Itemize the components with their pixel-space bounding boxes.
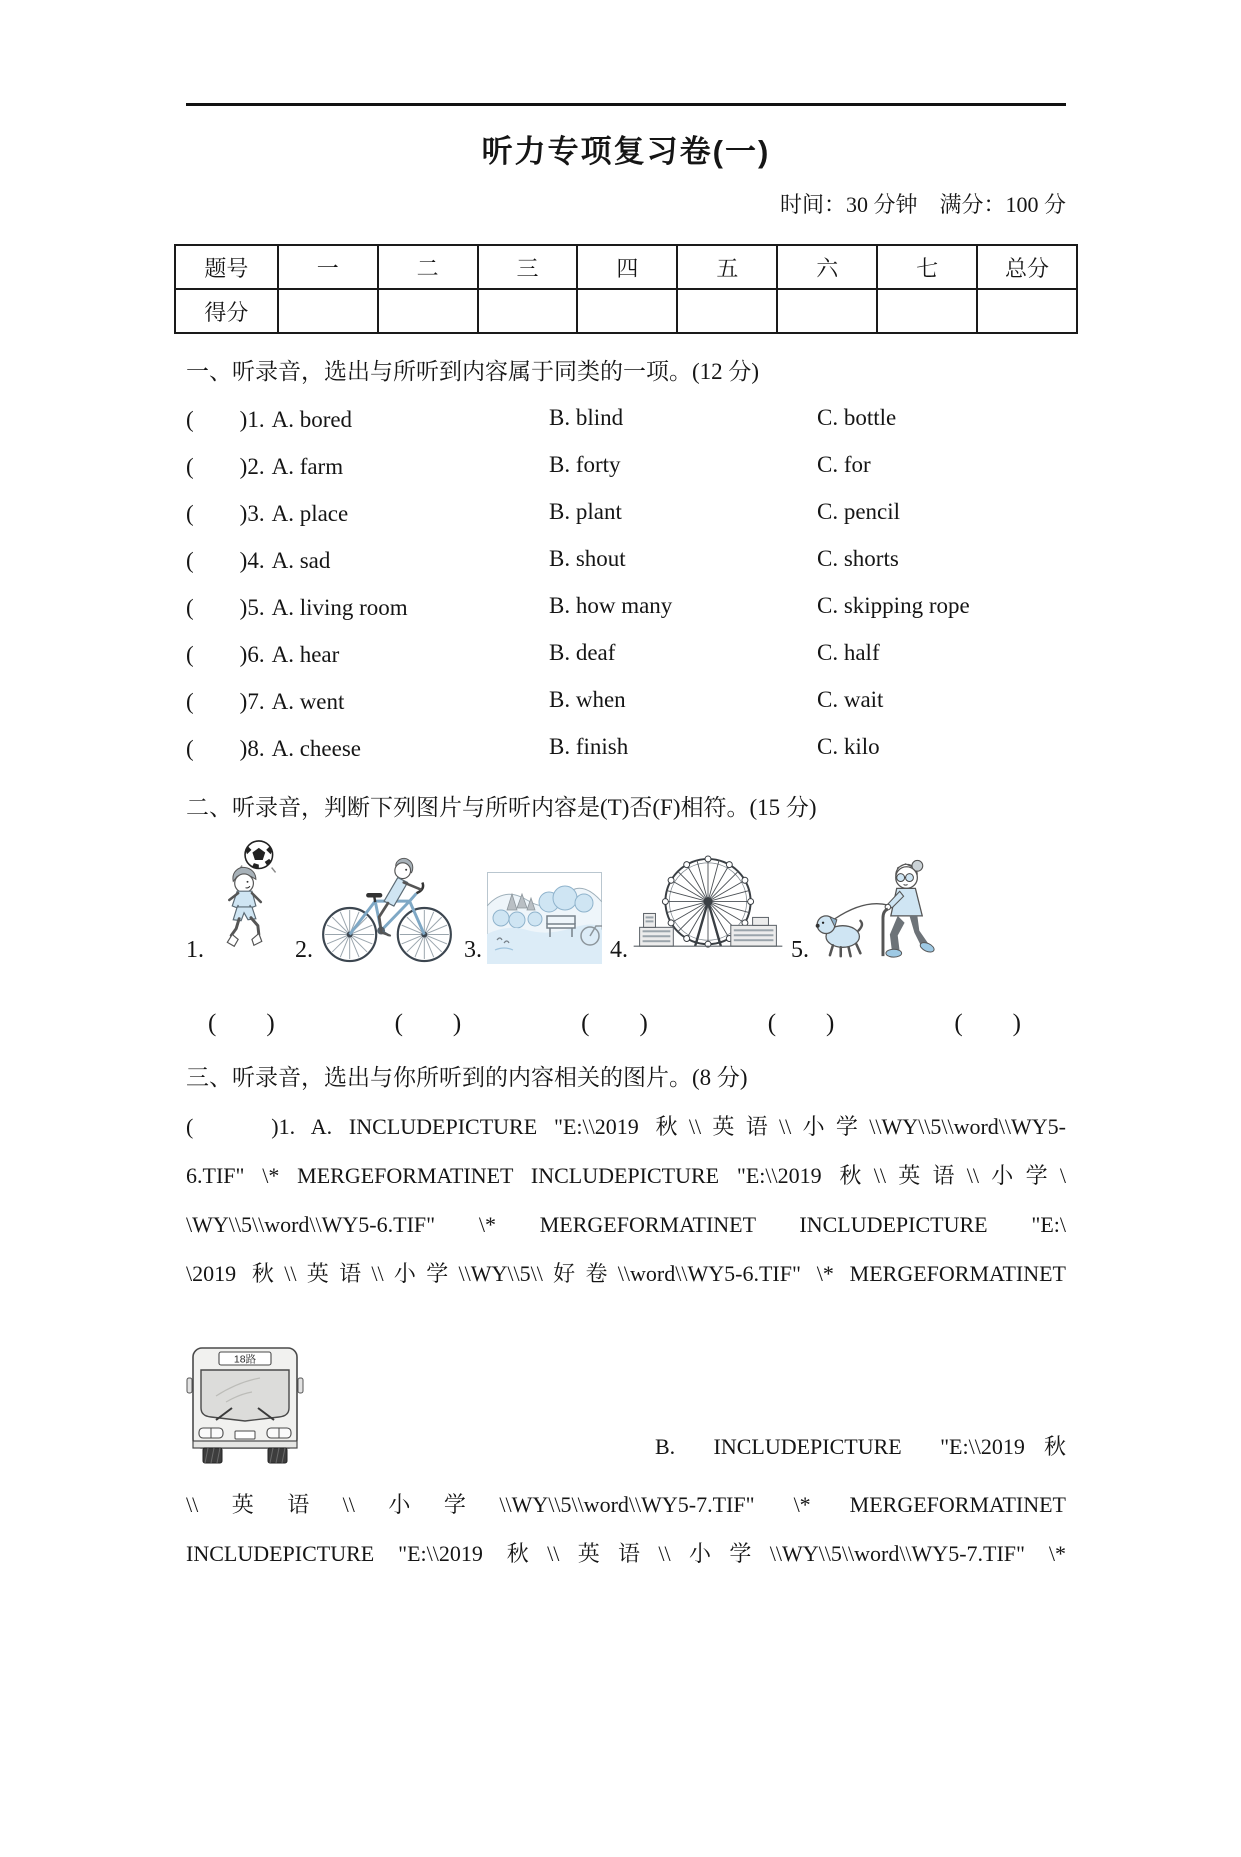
question-row <box>186 723 1066 770</box>
bus-front-image <box>186 1344 304 1466</box>
option-a: A. sad <box>271 548 331 573</box>
question-row <box>186 488 1066 535</box>
question-row <box>186 394 1066 441</box>
option-c: C. bottle <box>817 404 897 430</box>
picture-number: 5. <box>791 937 809 963</box>
picture-number: 1. <box>186 937 204 963</box>
option-b: B. blind <box>549 404 624 430</box>
option-b: B. shout <box>549 545 626 571</box>
question-row <box>186 582 1066 629</box>
question-row <box>186 535 1066 582</box>
field-code-line: INCLUDEPICTURE "E:\\2019 秋\\英语\\小学\\WY\\5\\word\\WY5-7.TIF" \* <box>186 1541 1066 1566</box>
score-header-cell: 四 <box>577 245 677 289</box>
score-header-cell: 题号 <box>175 245 278 289</box>
option-a: A. farm <box>271 454 344 479</box>
cycling-boy-image <box>318 854 456 964</box>
option-a: A. cheese <box>271 736 361 761</box>
answer-blank: ( ) <box>208 1010 275 1037</box>
score-row-label: 得分 <box>175 289 278 333</box>
listening-picture-item <box>186 838 287 964</box>
score-table-header-row <box>175 245 1077 289</box>
option-c: C. half <box>817 639 880 665</box>
ferris-wheel-image <box>633 852 783 964</box>
score-header-cell: 六 <box>777 245 877 289</box>
page-content <box>186 103 1066 1578</box>
exam-meta: 时间：30 分钟 满分：100 分 <box>779 192 1066 217</box>
picture-number: 4. <box>610 937 628 963</box>
score-cell <box>977 289 1077 333</box>
question-row <box>186 629 1066 676</box>
option-a: A. bored <box>271 407 353 432</box>
listening-picture-item <box>610 852 783 964</box>
option-b: B. deaf <box>549 639 616 665</box>
score-table-score-row <box>175 289 1077 333</box>
score-header-cell: 二 <box>378 245 478 289</box>
score-header-cell: 总分 <box>977 245 1077 289</box>
listening-picture-item <box>791 854 949 964</box>
section2-answer-blanks <box>186 1008 1066 1040</box>
score-header-cell: 三 <box>478 245 578 289</box>
answer-blank: ( ) <box>581 1010 648 1037</box>
score-table <box>174 244 1078 334</box>
option-c: C. for <box>817 451 871 477</box>
score-cell <box>677 289 777 333</box>
score-cell <box>777 289 877 333</box>
option-a: A. hear <box>271 642 340 667</box>
question-number: ( )8. <box>186 736 265 761</box>
option-b-field-code-intro: B. INCLUDEPICTURE "E:\\2019 秋 <box>655 1434 1066 1459</box>
field-code-line: \\英语\\小学\\WY\\5\\word\\WY5-7.TIF" \* MERGEFORMATINET <box>186 1492 1066 1517</box>
section2-heading: 二、听录音，判断下列图片与所听内容是(T)否(F)相符。(15 分) <box>186 795 817 820</box>
soccer-boy-image <box>209 838 287 964</box>
option-c: C. pencil <box>817 498 901 524</box>
score-header-cell: 一 <box>278 245 378 289</box>
option-b: B. how many <box>549 592 673 618</box>
option-c: C. wait <box>817 686 884 712</box>
option-b: B. when <box>549 686 626 712</box>
answer-blank: ( ) <box>954 1010 1021 1037</box>
picture-number: 3. <box>464 937 482 963</box>
section1-questions <box>186 394 1066 770</box>
score-header-cell: 七 <box>877 245 977 289</box>
option-c: C. skipping rope <box>817 592 970 618</box>
score-cell <box>378 289 478 333</box>
score-cell <box>577 289 677 333</box>
answer-blank: ( ) <box>767 1010 835 1037</box>
option-c: C. kilo <box>817 733 880 759</box>
exam-page <box>0 103 1241 1857</box>
section3-heading: 三、听录音，选出与你所听到的内容相关的图片。(8 分) <box>186 1065 748 1090</box>
question-number: ( )2. <box>186 454 265 479</box>
question-number: ( )3. <box>186 501 265 526</box>
option-b: B. plant <box>549 498 622 524</box>
question-row <box>186 676 1066 723</box>
picture-number: 2. <box>295 937 313 963</box>
section3-item1-field-code <box>186 1102 1066 1298</box>
score-cell <box>877 289 977 333</box>
option-a: A. went <box>271 689 345 714</box>
page-title: 听力专项复习卷(一) <box>481 134 771 169</box>
question-number: ( )5. <box>186 595 265 620</box>
score-cell <box>478 289 578 333</box>
question-number: ( )7. <box>186 689 265 714</box>
option-b: B. forty <box>549 451 621 477</box>
section3-option-a-row <box>186 1344 1066 1466</box>
score-cell <box>278 289 378 333</box>
field-code-line: \2019 秋\\英语\\小学\\WY\\5\\好卷\\word\\WY5-6.TIF" \* MERGEFORMATINET <box>186 1261 1066 1286</box>
score-header-cell: 五 <box>677 245 777 289</box>
listening-picture-item <box>464 872 602 964</box>
section2-images <box>186 838 1066 964</box>
option-a: A. living room <box>271 595 408 620</box>
question-row <box>186 441 1066 488</box>
granny-walking-dog-image <box>814 854 949 964</box>
answer-blank: ( ) <box>394 1010 462 1037</box>
header-rule <box>186 103 1066 106</box>
option-b: B. finish <box>549 733 629 759</box>
field-code-line: \WY\\5\\word\\WY5-6.TIF" \* MERGEFORMATINET INCLUDEPICTURE "E:\ <box>186 1212 1066 1237</box>
question-number: ( )1. <box>186 407 265 432</box>
field-code-line: ( )1. A. INCLUDEPICTURE "E:\\2019 秋\\英语\\小学\\WY\\5\\word\\WY5- <box>186 1114 1066 1139</box>
option-c: C. shorts <box>817 545 899 571</box>
field-code-line: 6.TIF" \* MERGEFORMATINET INCLUDEPICTURE "E:\\2019 秋\\英语\\小学\ <box>186 1163 1066 1188</box>
listening-picture-item <box>295 854 456 964</box>
question-number: ( )4. <box>186 548 265 573</box>
option-a: A. place <box>271 501 349 526</box>
question-number: ( )6. <box>186 642 265 667</box>
bus-route-sign: 18路 <box>233 1353 257 1366</box>
section1-heading: 一、听录音，选出与所听到内容属于同类的一项。(12 分) <box>186 359 760 384</box>
park-scene-image <box>487 872 602 964</box>
